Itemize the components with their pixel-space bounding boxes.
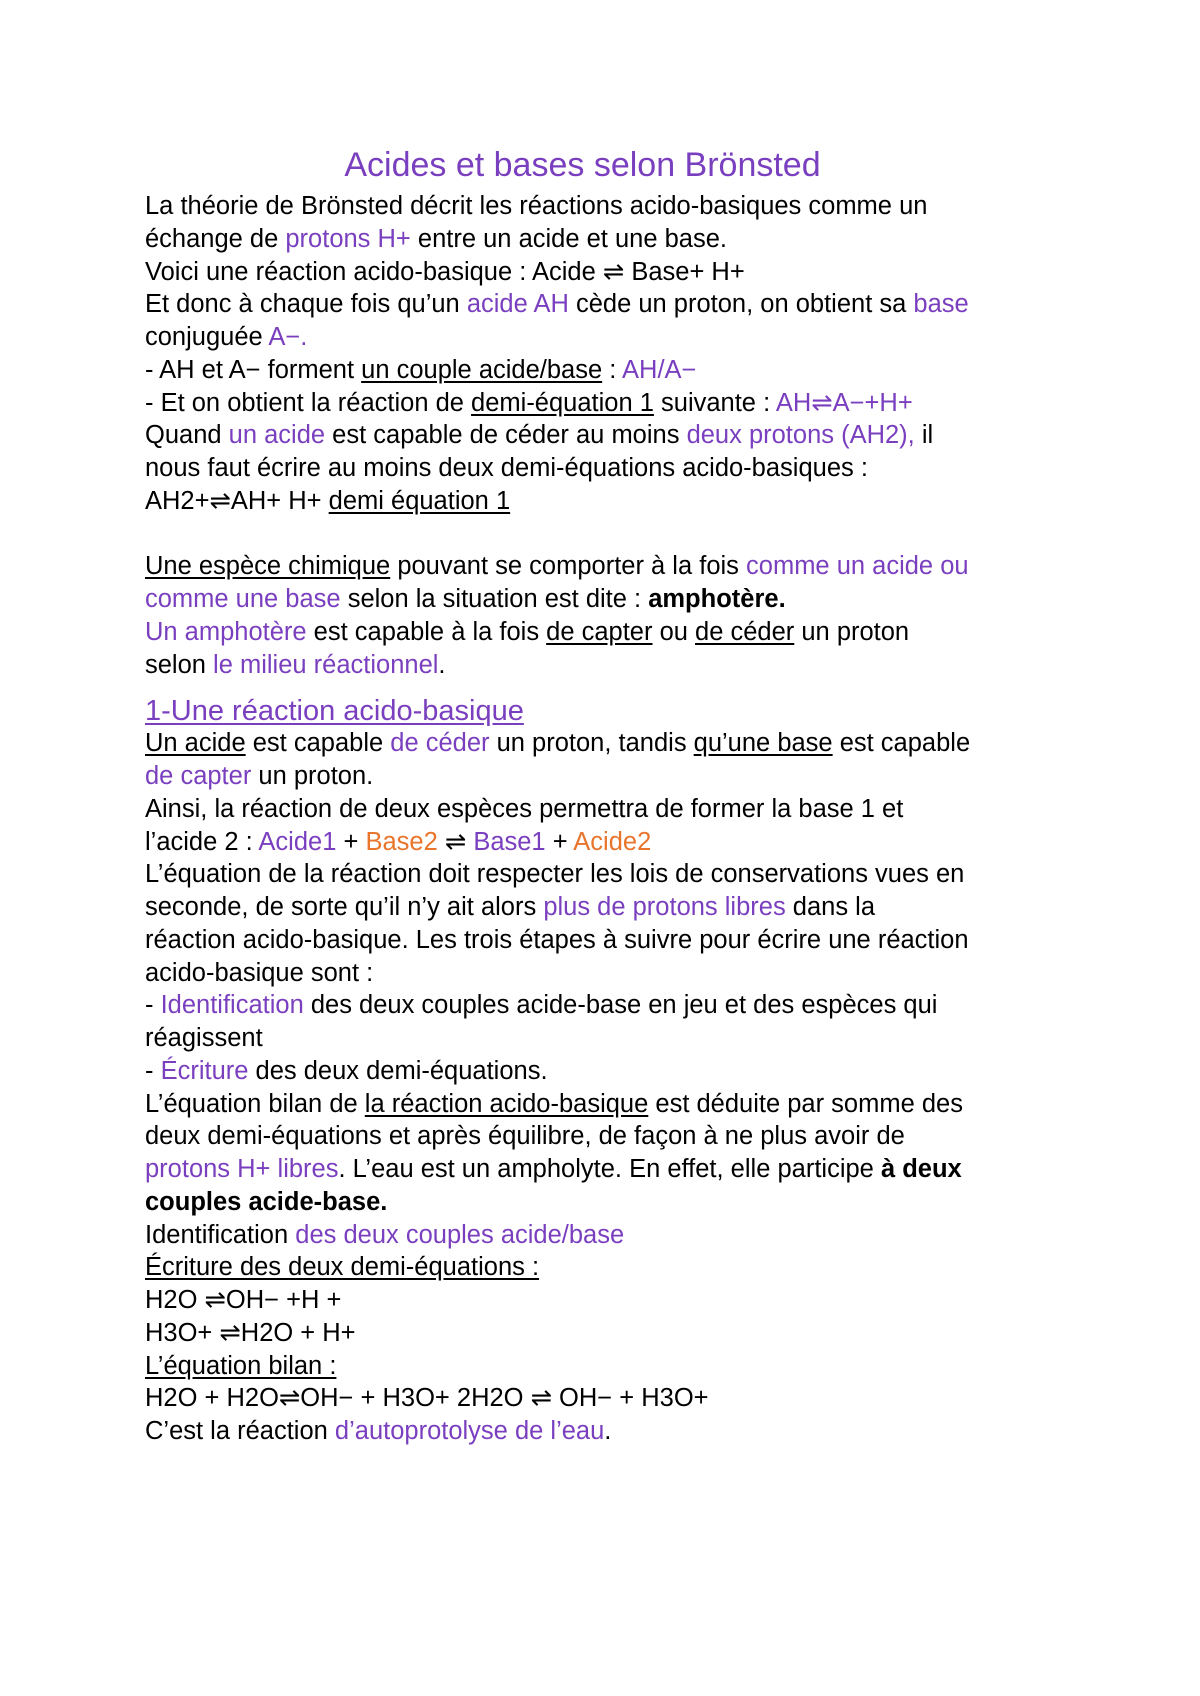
underlined-text: de céder [695,617,795,646]
text-line [145,924,1075,957]
text: des deux demi-équations. [248,1056,548,1085]
text-line [145,419,1075,452]
amphotere-paragraph [145,550,1075,681]
text-line [145,1120,1075,1153]
text-line [145,288,1075,321]
text-line [145,1251,1075,1284]
text-line [145,1350,1075,1383]
orange-text: Acide2 [573,827,652,856]
underlined-text: la réaction acido-basique [364,1089,649,1118]
text: entre un acide et une base. [410,224,727,253]
text: est déduite par somme des [648,1089,963,1118]
document-title: Acides et bases selon Brönsted [344,146,821,184]
text: . [604,1417,612,1445]
bold-text: à deux [880,1155,962,1183]
text-line [145,793,1075,826]
text: - AH et A− forment [145,355,362,384]
highlight-text: des deux couples acide/base [295,1220,625,1249]
highlight-text: protons H+ [285,224,411,253]
text-line [145,550,1075,583]
text-line [145,727,1075,760]
text: . [438,650,446,679]
equation-line [145,1284,1075,1317]
text-line [145,321,1075,354]
text: selon [145,650,214,679]
text: un proton. [251,762,374,790]
text: C’est la réaction [145,1417,335,1445]
text: ou [652,617,696,646]
highlight-text: de capter [145,762,252,790]
text: est capable à la fois [306,617,547,646]
text-line [145,616,1075,649]
text: L’équation bilan de [145,1089,365,1118]
section-heading: 1-Une réaction acido-basique [145,695,524,728]
text: Ainsi, la réaction de deux espèces permettra de former la base 1 et [145,794,904,823]
highlight-text: d’autoprotolyse de l’eau [334,1417,605,1445]
underlined-text: Un acide [145,729,246,758]
highlight-text: Base1 [473,827,546,856]
text: deux demi-équations et après équilibre, de façon à ne plus avoir de [145,1122,905,1151]
text-line [145,354,1075,387]
equation: H3O+ ⇌H2O + H+ [145,1318,356,1347]
text: dans la [785,893,876,921]
text-line [145,989,1075,1022]
text-line [145,256,1075,289]
text: Et donc à chaque fois qu’un [145,290,467,319]
text: - [145,991,161,1020]
text: des deux couples acide-base en jeu et des espèces qui [303,991,938,1020]
equation-line [145,1317,1075,1350]
text: + [336,827,366,856]
underlined-text: Écriture des deux demi-équations : [145,1253,540,1282]
text-line [145,1055,1075,1088]
text: cède un proton, on obtient sa [568,290,914,319]
text-line [145,1415,1075,1448]
underlined-text: un couple acide/base [361,355,603,384]
text-line [145,760,1075,793]
text: suivante : [653,388,776,417]
text: - [145,1056,161,1085]
text-line [145,858,1075,891]
highlight-text: base [913,290,969,319]
text-line [145,583,1075,616]
bold-text: amphotère. [648,585,786,613]
highlight-text: comme un acide ou [746,552,969,581]
blank-line [145,518,1075,551]
text: La théorie de Brönsted décrit les réactions acido-basiques comme un [145,192,928,220]
text: pouvant se comporter à la fois [390,552,747,581]
text: Quand [145,421,229,450]
orange-text: Base2 [365,827,438,856]
highlight-text: AH/A− [622,355,697,384]
text: l’acide 2 : [145,827,259,856]
highlight-text: AH⇌A−+H+ [775,388,913,417]
text: échange de [145,224,286,253]
text: : [602,355,623,384]
underlined-text: Une espèce chimique [145,552,391,581]
text-line [145,891,1075,924]
text: est capable [245,729,391,758]
text: réaction acido-basique. Les trois étapes à suivre pour écrire une réaction [145,925,969,954]
text-line [145,1219,1075,1252]
highlight-text: Identification [160,991,304,1020]
text: L’équation de la réaction doit respecter les lois de conservations vues en [145,860,965,889]
text-line [145,957,1075,990]
text: est capable de céder au moins [325,421,687,450]
text: est capable [832,729,971,758]
text: + [545,827,574,856]
underlined-text: demi équation 1 [328,486,511,515]
text: acido-basique sont : [145,958,374,987]
highlight-text: comme une base [145,585,341,613]
text: il [914,421,934,450]
highlight-text: de céder [390,729,490,758]
highlight-text: protons H+ libres [145,1155,339,1183]
underlined-text: de capter [546,617,653,646]
text-line [145,1153,1075,1186]
text: seconde, de sorte qu’il n’y ait alors [145,893,544,921]
intro-paragraph [145,190,1075,550]
underlined-text: qu’une base [693,729,833,758]
text: AH2+⇌AH+ H+ [145,486,329,515]
text: nous faut écrire au moins deux demi-équations acido-basiques : [145,454,868,482]
highlight-text: plus de protons libres [543,893,786,921]
highlight-text: A−. [268,323,308,351]
highlight-text: un acide [228,421,326,450]
highlight-text: le milieu réactionnel [213,650,439,679]
highlight-text: acide AH [466,290,569,319]
document-body [145,143,1075,1448]
text: réagissent [145,1024,263,1052]
highlight-text: Acide1 [258,827,337,856]
equation: H2O ⇌OH− +H + [145,1286,342,1314]
text: . L’eau est un ampholyte. En effet, elle participe [338,1155,881,1183]
text-line [145,1088,1075,1121]
text-line [145,649,1075,682]
text: selon la situation est dite : [340,585,649,613]
underlined-text: demi-équation 1 [471,388,654,417]
text: Voici une réaction acido-basique : Acide ⇌ Base+ H+ [145,257,745,286]
text: un proton, tandis [489,729,694,758]
underlined-text: L’équation bilan : [145,1351,337,1380]
highlight-text: Écriture [160,1056,249,1085]
text: conjuguée [145,323,269,351]
text-line [145,387,1075,420]
text-line [145,452,1075,485]
equation-line [145,1382,1075,1415]
text-line [145,1022,1075,1055]
text-line [145,190,1075,223]
text: ⇌ [437,827,474,856]
text-line [145,1186,1075,1219]
text-line [145,223,1075,256]
section1-paragraph [145,727,1075,1448]
bold-text: couples acide-base. [145,1187,388,1216]
text: un proton [794,617,910,646]
equation: H2O + H2O⇌OH− + H3O+ 2H2O ⇌ OH− + H3O+ [145,1384,709,1413]
highlight-text: deux protons (AH2), [686,421,915,450]
text-line [145,485,1075,518]
text: Identification [145,1220,296,1249]
highlight-text: Un amphotère [145,617,307,646]
text-line [145,826,1075,859]
text: - Et on obtient la réaction de [145,388,472,417]
